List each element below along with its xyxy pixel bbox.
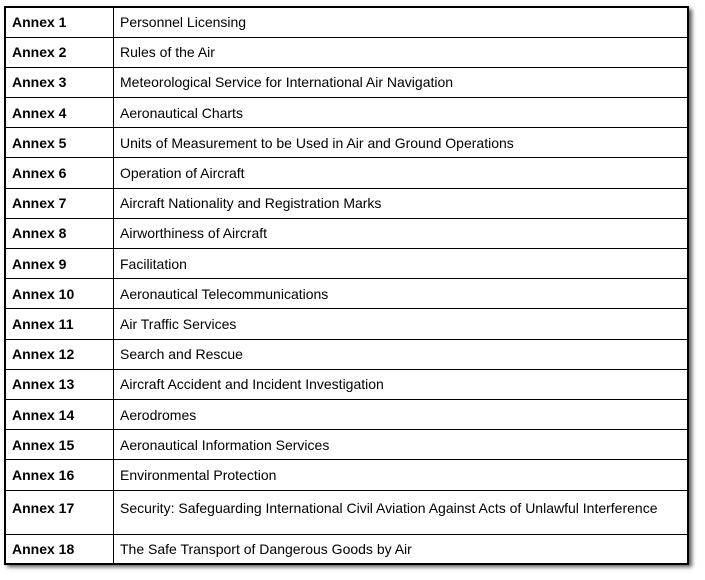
annex-number: Annex 8 bbox=[5, 218, 114, 248]
annex-number: Annex 2 bbox=[5, 37, 114, 67]
annex-number: Annex 14 bbox=[5, 399, 114, 429]
annex-title: Environmental Protection bbox=[114, 460, 689, 490]
annex-title: Aeronautical Information Services bbox=[114, 430, 689, 460]
annex-number: Annex 18 bbox=[5, 534, 114, 564]
annex-title: Aircraft Nationality and Registration Marks bbox=[114, 188, 689, 218]
table-row bbox=[5, 369, 688, 399]
table-row bbox=[5, 98, 688, 128]
annex-title: Operation of Aircraft bbox=[114, 158, 689, 188]
annex-title: Air Traffic Services bbox=[114, 309, 689, 339]
annex-title: Meteorological Service for International Air Navigation bbox=[114, 67, 689, 97]
annex-title: Aircraft Accident and Incident Investigation bbox=[114, 369, 689, 399]
annex-number: Annex 9 bbox=[5, 249, 114, 279]
annex-number: Annex 16 bbox=[5, 460, 114, 490]
annex-table-body bbox=[5, 7, 688, 564]
table-row bbox=[5, 460, 688, 490]
table-row bbox=[5, 339, 688, 369]
annex-title: Security: Safeguarding International Civil Aviation Against Acts of Unlawful Interference bbox=[114, 490, 689, 534]
annex-number: Annex 4 bbox=[5, 98, 114, 128]
annex-title: Personnel Licensing bbox=[114, 7, 689, 37]
annex-number: Annex 7 bbox=[5, 188, 114, 218]
table-row bbox=[5, 128, 688, 158]
annex-number: Annex 17 bbox=[5, 490, 114, 534]
table-row bbox=[5, 399, 688, 429]
annex-number: Annex 11 bbox=[5, 309, 114, 339]
annex-title: Airworthiness of Aircraft bbox=[114, 218, 689, 248]
table-row bbox=[5, 309, 688, 339]
table-row bbox=[5, 279, 688, 309]
annex-number: Annex 15 bbox=[5, 430, 114, 460]
annex-title: Units of Measurement to be Used in Air and Ground Operations bbox=[114, 128, 689, 158]
table-row bbox=[5, 7, 688, 37]
table-row bbox=[5, 430, 688, 460]
table-row bbox=[5, 534, 688, 564]
annex-title: Rules of the Air bbox=[114, 37, 689, 67]
table-row bbox=[5, 67, 688, 97]
annex-title: Aeronautical Telecommunications bbox=[114, 279, 689, 309]
annex-table-container bbox=[4, 6, 689, 564]
annex-number: Annex 1 bbox=[5, 7, 114, 37]
annex-table bbox=[4, 6, 689, 565]
annex-number: Annex 13 bbox=[5, 369, 114, 399]
annex-number: Annex 6 bbox=[5, 158, 114, 188]
table-row bbox=[5, 188, 688, 218]
annex-title: Search and Rescue bbox=[114, 339, 689, 369]
annex-number: Annex 12 bbox=[5, 339, 114, 369]
table-row bbox=[5, 490, 688, 534]
annex-number: Annex 5 bbox=[5, 128, 114, 158]
table-row bbox=[5, 218, 688, 248]
table-row bbox=[5, 249, 688, 279]
annex-title: The Safe Transport of Dangerous Goods by Air bbox=[114, 534, 689, 564]
annex-number: Annex 3 bbox=[5, 67, 114, 97]
table-row bbox=[5, 37, 688, 67]
table-row bbox=[5, 158, 688, 188]
annex-title: Aerodromes bbox=[114, 399, 689, 429]
annex-number: Annex 10 bbox=[5, 279, 114, 309]
annex-title: Aeronautical Charts bbox=[114, 98, 689, 128]
annex-title: Facilitation bbox=[114, 249, 689, 279]
